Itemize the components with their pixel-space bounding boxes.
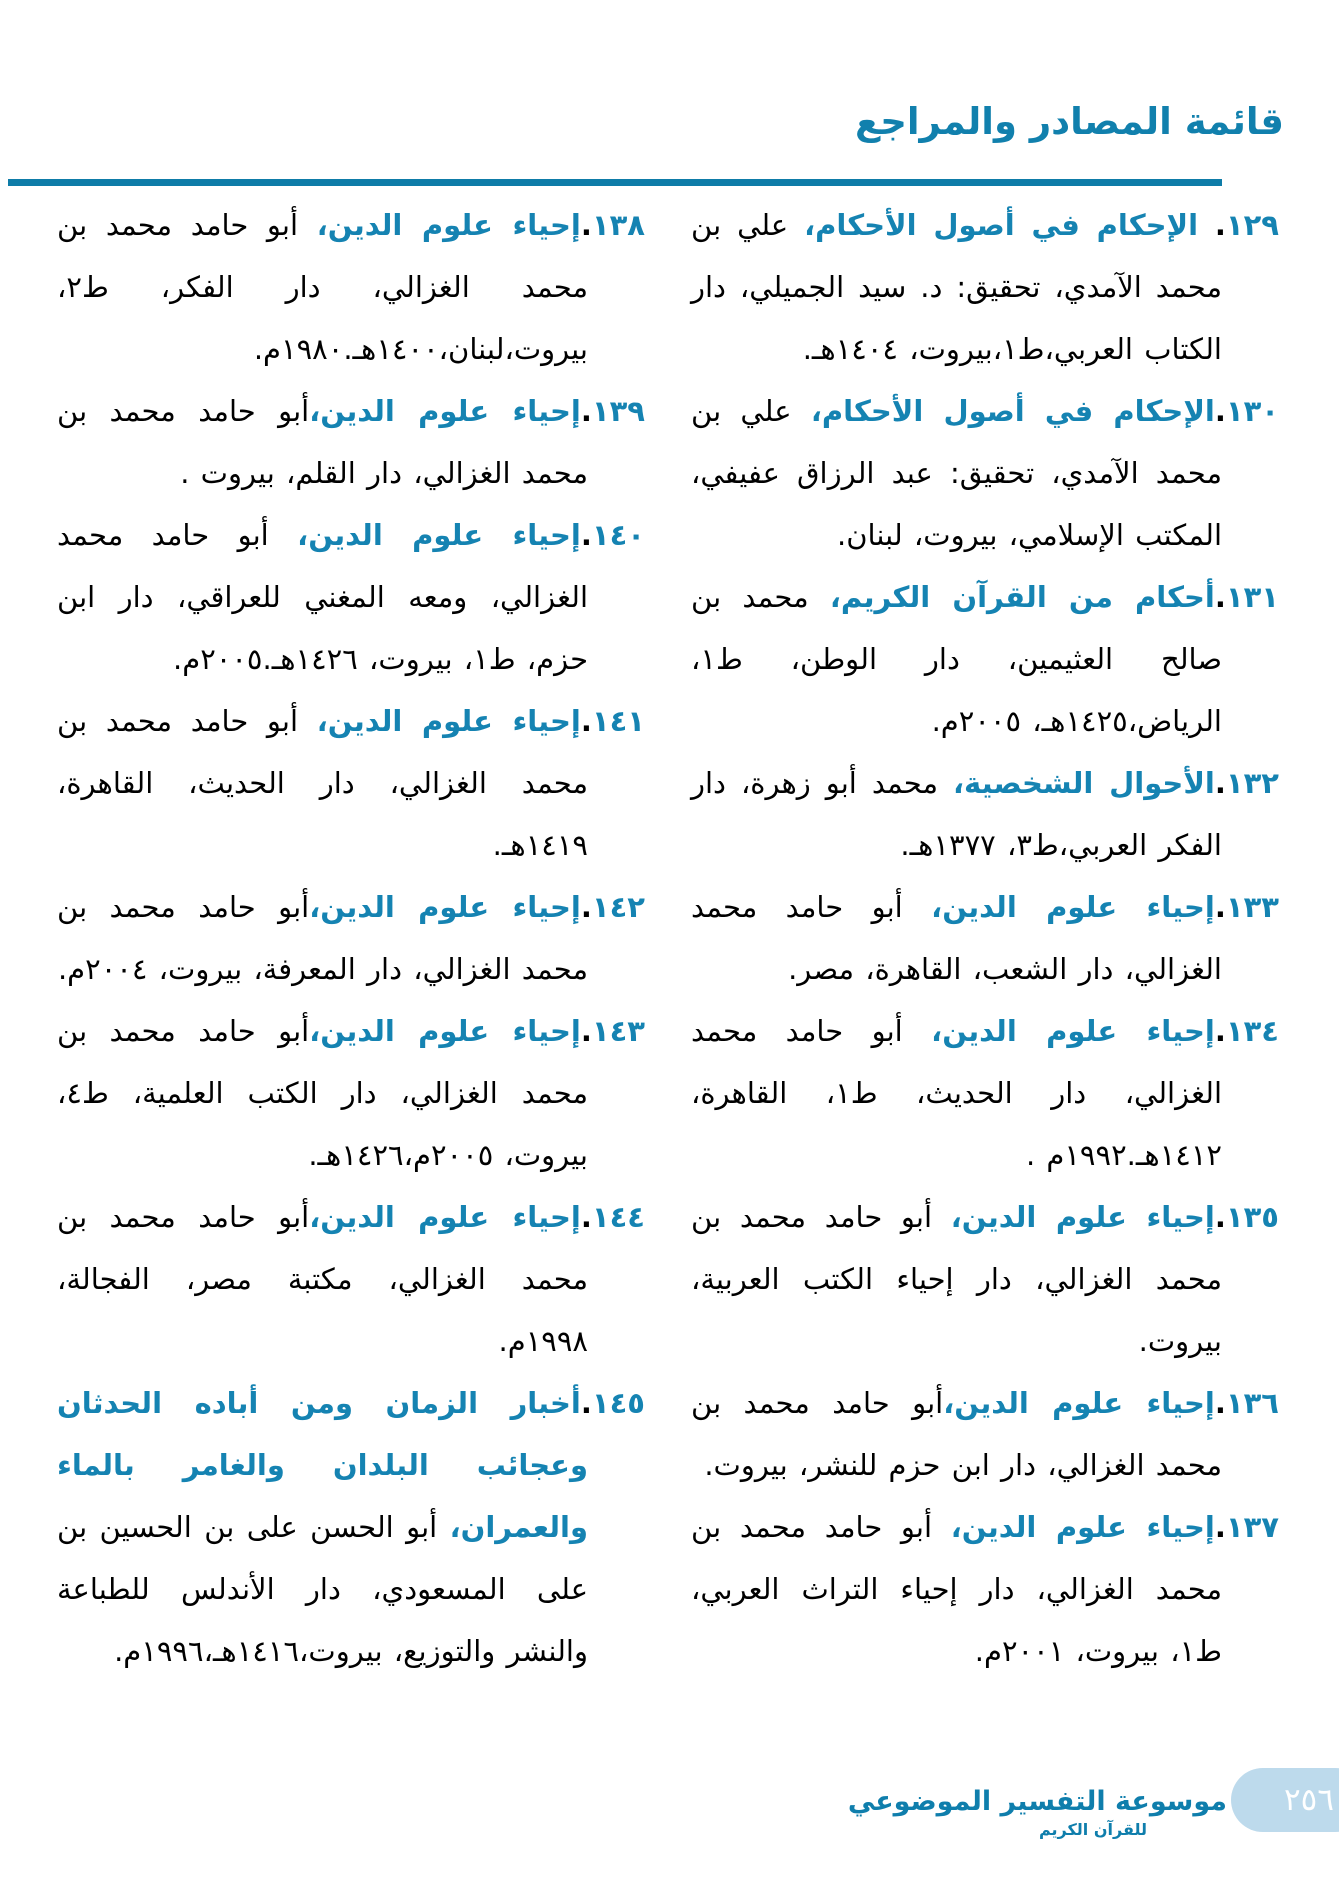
entry-number: ١٣٢ [1225,766,1279,800]
entry-number: ١٤١ [591,704,645,738]
references-list [56,194,1279,1682]
entry-number: ١٣٥ [1225,1200,1279,1234]
references-column-right [691,194,1279,1682]
entry-title: إحياء علوم الدين، [943,1386,1215,1420]
entry-title: إحياء علوم الدين، [309,1014,581,1048]
references-column-left [57,194,645,1682]
entry-dot: . [580,1014,592,1048]
entry-number: ١٣٧ [1225,1510,1279,1544]
entry-title: الأحوال الشخصية، [953,766,1215,800]
entry-body: أبو حامد محمد بن محمد الغزالي، دار إحياء التراث العربي، ط١، بيروت، ٢٠٠١م. [691,1510,1222,1668]
entry-body: أبو حامد محمد بن محمد الغزالي، دار ابن حزم للنشر، بيروت. [691,1386,1222,1482]
entry-number: ١٤٤ [591,1200,645,1234]
entry-body: أبو حامد محمد بن محمد الغزالي، دار الفكر، ط٢، بيروت،لبنان،١٤٠٠هـ.١٩٨٠م. [57,208,588,366]
entry-body: أبو حامد محمد الغزالي، دار الشعب، القاهرة، مصر. [691,890,1222,986]
header-rule [8,179,1222,186]
entry-body: أبو الحسن على بن الحسين بن على المسعودي، دار الأندلس للطباعة والنشر والتوزيع، بيروت،١٤١٦هـ،١٩٩٦م. [57,1510,588,1668]
reference-entry [57,1372,645,1682]
entry-number: ١٣٠ [1225,394,1279,428]
entry-dot: . [1214,394,1226,428]
reference-entry [57,194,645,380]
reference-entry [691,752,1279,876]
entry-body: علي بن محمد الآمدي، تحقيق: د. سيد الجميلي، دار الكتاب العربي،ط١،بيروت، ١٤٠٤هـ. [691,208,1222,366]
entry-dot: . [580,704,592,738]
entry-title: إحياء علوم الدين، [316,704,581,738]
entry-body: أبو حامد محمد بن محمد الغزالي، دار إحياء الكتب العربية، بيروت. [691,1200,1222,1358]
reference-entry [691,1000,1279,1186]
entry-body: أبو حامد محمد بن محمد الغزالي، دار القلم، بيروت . [57,394,588,490]
entry-title: أخبار الزمان ومن أباده الحدثان وعجائب البلدان والغامر بالماء والعمران، [57,1386,588,1544]
entry-dot: . [1198,208,1226,242]
reference-entry [57,504,645,690]
entry-number: ١٤٣ [591,1014,645,1048]
entry-number: ١٢٩ [1225,208,1279,242]
entry-title: إحياء علوم الدين، [950,1200,1215,1234]
publisher-logo [847,1786,1227,1839]
entry-dot: . [580,518,592,552]
page-number-badge [1231,1768,1339,1832]
reference-entry [691,1372,1279,1496]
entry-dot: . [580,1200,592,1234]
entry-number: ١٣٤ [1225,1014,1279,1048]
entry-title: إحياء علوم الدين، [297,518,581,552]
entry-number: ١٤٠ [591,518,645,552]
publisher-logo-title: موسوعة التفسير الموضوعي [847,1786,1227,1817]
entry-dot: . [580,394,592,428]
entry-number: ١٣١ [1225,580,1279,614]
entry-title: إحياء علوم الدين، [309,394,581,428]
entry-dot: . [580,890,592,924]
entry-body: أبو حامد محمد بن محمد الغزالي، دار الحديث، القاهرة، ١٤١٩هـ. [57,704,588,862]
page-number: ٢٥٦ [1284,1782,1334,1818]
entry-title: إحياء علوم الدين، [931,890,1215,924]
entry-dot: . [1214,766,1226,800]
entry-dot: . [580,208,592,242]
reference-entry [691,1496,1279,1682]
entry-number: ١٣٦ [1225,1386,1279,1420]
page-title: قائمة المصادر والمراجع [854,100,1284,143]
entry-number: ١٣٩ [591,394,645,428]
entry-body: محمد أبو زهرة، دار الفكر العربي،ط٣، ١٣٧٧هـ. [691,766,1222,862]
entry-body: علي بن محمد الآمدي، تحقيق: عبد الرزاق عفيفي، المكتب الإسلامي، بيروت، لبنان. [691,394,1222,552]
reference-entry [691,566,1279,752]
entry-title: إحياء علوم الدين، [950,1510,1215,1544]
entry-body: أبو حامد محمد الغزالي، ومعه المغني للعراقي، دار ابن حزم، ط١، بيروت، ١٤٢٦هـ.٢٠٠٥م. [57,518,588,676]
reference-entry [57,1186,645,1372]
entry-body: أبو حامد محمد بن محمد الغزالي، دار المعرفة، بيروت، ٢٠٠٤م. [57,890,588,986]
reference-entry [57,380,645,504]
entry-dot: . [580,1386,592,1420]
entry-title: الإحكام في أصول الأحكام، [810,394,1215,428]
reference-entry [691,194,1279,380]
entry-dot: . [1214,1014,1226,1048]
reference-entry [691,876,1279,1000]
entry-dot: . [1214,1510,1226,1544]
entry-body: أبو حامد محمد بن محمد الغزالي، دار الكتب العلمية، ط٤، بيروت، ٢٠٠٥م،١٤٢٦هـ. [57,1014,588,1172]
entry-body: أبو حامد محمد الغزالي، دار الحديث، ط١، القاهرة، ١٤١٢هـ.١٩٩٢م . [691,1014,1222,1172]
reference-entry [691,1186,1279,1372]
entry-body: محمد بن صالح العثيمين، دار الوطن، ط١، الرياض،١٤٢٥هـ، ٢٠٠٥م. [691,580,1222,738]
entry-dot: . [1214,1200,1226,1234]
entry-number: ١٣٨ [591,208,645,242]
reference-entry [57,690,645,876]
entry-body: أبو حامد محمد بن محمد الغزالي، مكتبة مصر، الفجالة، ١٩٩٨م. [57,1200,588,1358]
entry-number: ١٣٣ [1225,890,1279,924]
entry-title: إحياء علوم الدين، [316,208,581,242]
publisher-logo-subtitle: للقرآن الكريم [1038,1820,1148,1839]
entry-dot: . [1214,1386,1226,1420]
entry-number: ١٤٥ [591,1386,645,1420]
entry-title: إحياء علوم الدين، [309,890,581,924]
entry-dot: . [1214,580,1226,614]
entry-number: ١٤٢ [591,890,645,924]
entry-dot: . [1214,890,1226,924]
reference-entry [57,876,645,1000]
reference-entry [691,380,1279,566]
entry-title: أحكام من القرآن الكريم، [829,580,1215,614]
entry-title: إحياء علوم الدين، [931,1014,1215,1048]
entry-title: إحياء علوم الدين، [309,1200,581,1234]
reference-entry [57,1000,645,1186]
entry-title: الإحكام في أصول الأحكام، [804,208,1199,242]
